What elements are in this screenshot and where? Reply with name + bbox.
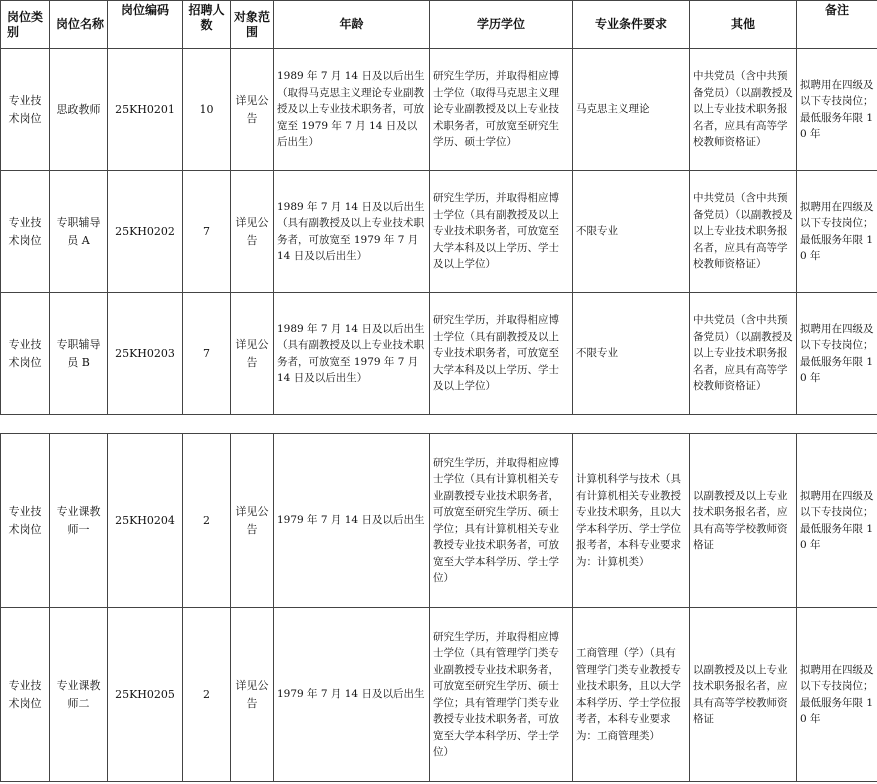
remark-cell: 拟聘用在四级及以下专技岗位；最低服务年限 10 年 [797, 293, 877, 415]
remark-cell: 拟聘用在四级及以下专技岗位；最低服务年限 10 年 [797, 171, 877, 293]
category-cell: 专业技术岗位 [1, 49, 50, 171]
header-education: 学历学位 [430, 1, 573, 49]
category-cell: 专业技术岗位 [1, 293, 50, 415]
scope-cell: 详见公告 [231, 293, 274, 415]
position-name-cell: 专职辅导员 B [50, 293, 108, 415]
major-cell: 马克思主义理论 [573, 49, 690, 171]
age-cell: 1989 年 7 月 14 日及以后出生（具有副教授及以上专业技术职务者，可放宽至 1979 年 7 月 14 日及以后出生） [274, 171, 430, 293]
remark-cell: 拟聘用在四级及以下专技岗位；最低服务年限 10 年 [797, 434, 877, 608]
remark-cell: 拟聘用在四级及以下专技岗位；最低服务年限 10 年 [797, 608, 877, 782]
education-cell: 研究生学历，并取得相应博士学位（具有计算机相关专业副教授专业技术职务者，可放宽至研究生学历、硕士学位；具有计算机相关专业教授专业技术职务者，可放宽至大学本科学历、学士学位） [430, 434, 573, 608]
scope-cell: 详见公告 [231, 434, 274, 608]
major-cell: 不限专业 [573, 171, 690, 293]
positions-table-bottom [0, 433, 877, 782]
category-cell: 专业技术岗位 [1, 608, 50, 782]
position-name-cell: 专职辅导员 A [50, 171, 108, 293]
header-age: 年龄 [274, 1, 430, 49]
other-cell: 以副教授及以上专业技术职务报名者，应具有高等学校教师资格证 [690, 434, 797, 608]
headcount-cell: 7 [183, 171, 231, 293]
scope-cell: 详见公告 [231, 171, 274, 293]
position-name-cell: 专业课教师一 [50, 434, 108, 608]
headcount-cell: 7 [183, 293, 231, 415]
header-count: 招聘人数 [183, 1, 231, 49]
position-code-cell: 25KH0202 [108, 171, 183, 293]
header-row [1, 1, 877, 49]
category-cell: 专业技术岗位 [1, 171, 50, 293]
header-remark: 备注 [797, 1, 877, 49]
position-code-cell: 25KH0203 [108, 293, 183, 415]
education-cell: 研究生学历，并取得相应博士学位（具有副教授及以上专业技术职务者，可放宽至大学本科及以上学历、学士及以上学位） [430, 293, 573, 415]
header-major: 专业条件要求 [573, 1, 690, 49]
position-code-cell: 25KH0205 [108, 608, 183, 782]
remark-cell: 拟聘用在四级及以下专技岗位；最低服务年限 10 年 [797, 49, 877, 171]
age-cell: 1979 年 7 月 14 日及以后出生 [274, 608, 430, 782]
scope-cell: 详见公告 [231, 49, 274, 171]
headcount-cell: 2 [183, 434, 231, 608]
other-cell: 中共党员（含中共预备党员）（以副教授及以上专业技术职务报名者，应具有高等学校教师资格证） [690, 171, 797, 293]
other-cell: 中共党员（含中共预备党员）（以副教授及以上专业技术职务报名者，应具有高等学校教师资格证） [690, 293, 797, 415]
major-cell: 计算机科学与技术（具有计算机相关专业教授专业技术职务，且以大学本科学历、学士学位报考者，本科专业要求为：计算机类） [573, 434, 690, 608]
age-cell: 1979 年 7 月 14 日及以后出生 [274, 434, 430, 608]
header-category: 岗位类别 [1, 1, 50, 49]
other-cell: 以副教授及以上专业技术职务报名者，应具有高等学校教师资格证 [690, 608, 797, 782]
scope-cell: 详见公告 [231, 608, 274, 782]
table-row [1, 293, 877, 415]
position-name-cell: 专业课教师二 [50, 608, 108, 782]
category-cell: 专业技术岗位 [1, 434, 50, 608]
headcount-cell: 10 [183, 49, 231, 171]
position-code-cell: 25KH0201 [108, 49, 183, 171]
table-row [1, 608, 877, 782]
education-cell: 研究生学历，并取得相应博士学位（具有副教授及以上专业技术职务者，可放宽至大学本科及以上学历、学士及以上学位） [430, 171, 573, 293]
header-name: 岗位名称 [50, 1, 108, 49]
position-code-cell: 25KH0204 [108, 434, 183, 608]
other-cell: 中共党员（含中共预备党员）（以副教授及以上专业技术职务报名者，应具有高等学校教师资格证） [690, 49, 797, 171]
position-name-cell: 思政教师 [50, 49, 108, 171]
education-cell: 研究生学历，并取得相应博士学位（具有管理学门类专业副教授专业技术职务者，可放宽至研究生学历、硕士学位；具有管理学门类专业教授专业技术职务者，可放宽至大学本科学历、学士学位） [430, 608, 573, 782]
headcount-cell: 2 [183, 608, 231, 782]
education-cell: 研究生学历，并取得相应博士学位（取得马克思主义理论专业副教授及以上专业技术职务者，可放宽至研究生学历、硕士学位） [430, 49, 573, 171]
table-row [1, 434, 877, 608]
age-cell: 1989 年 7 月 14 日及以后出生（取得马克思主义理论专业副教授及以上专业技术职务者，可放宽至 1979 年 7 月 14 日及以后出生） [274, 49, 430, 171]
major-cell: 工商管理（学）（具有管理学门类专业教授专业技术职务，且以大学本科学历、学士学位报考者，本科专业要求为：工商管理类） [573, 608, 690, 782]
header-other: 其他 [690, 1, 797, 49]
header-code: 岗位编码 [108, 1, 183, 49]
table-row [1, 49, 877, 171]
page-break-gap [0, 415, 877, 433]
header-scope: 对象范围 [231, 1, 274, 49]
major-cell: 不限专业 [573, 293, 690, 415]
age-cell: 1989 年 7 月 14 日及以后出生（具有副教授及以上专业技术职务者，可放宽至 1979 年 7 月 14 日及以后出生） [274, 293, 430, 415]
table-row [1, 171, 877, 293]
